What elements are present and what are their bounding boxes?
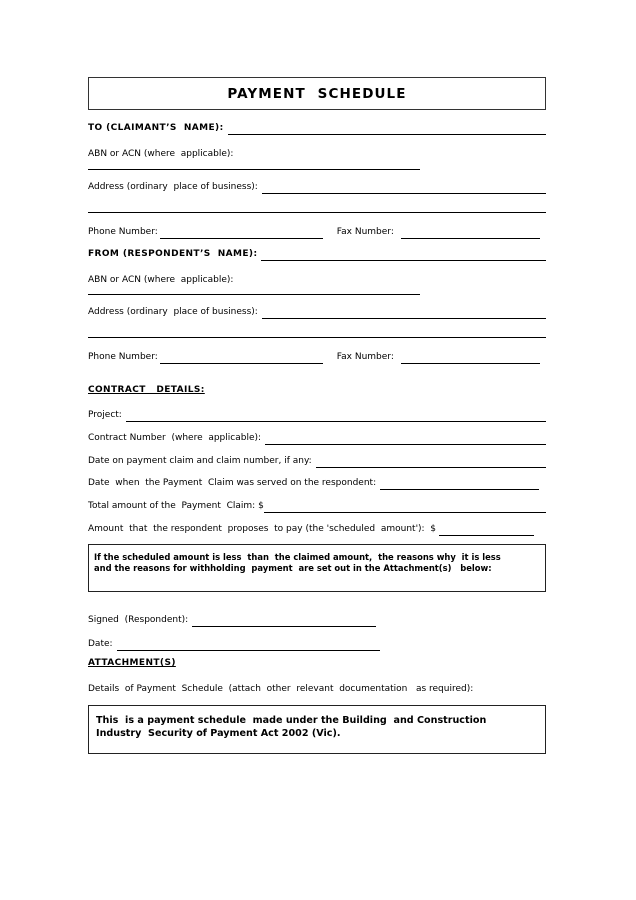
respondent-address-line [262, 306, 546, 319]
signed-line [192, 614, 376, 627]
contract-number-label: Contract Number (where applicable): [88, 433, 262, 443]
respondent-phone-fax-row [88, 351, 546, 364]
scheduled-amount-line [439, 523, 534, 536]
total-amount-line [264, 500, 546, 513]
served-date-line [380, 477, 539, 490]
claim-date-line [316, 455, 546, 468]
respondent-name-line [261, 248, 546, 261]
spacer [323, 226, 337, 239]
claim-date-row [88, 455, 546, 468]
served-date-row [88, 477, 546, 490]
claimant-address-label: Address (ordinary place of business): [88, 182, 258, 192]
claimant-address-line [262, 181, 546, 194]
reasons-notice-box [88, 544, 546, 592]
respondent-address-label: Address (ordinary place of business): [88, 307, 258, 317]
respondent-address-row [88, 306, 546, 319]
total-amount-row [88, 500, 546, 513]
page-title: PAYMENT SCHEDULE [227, 85, 407, 102]
project-label: Project: [88, 410, 122, 420]
signed-row [88, 614, 546, 627]
date-row [88, 638, 546, 651]
claimant-phone-fax-row [88, 226, 546, 239]
date-line [117, 638, 380, 651]
attachments-details-label: Details of Payment Schedule (attach other relevant documentation as required): [88, 684, 474, 694]
claimant-name-row [88, 122, 546, 135]
signed-label: Signed (Respondent): [88, 615, 189, 625]
act-statement-box [88, 705, 546, 754]
scheduled-amount-label: Amount that the respondent proposes to pay (the 'scheduled amount'): $ [88, 524, 437, 534]
project-row [88, 409, 546, 422]
claimant-fax-line [401, 226, 540, 239]
respondent-fax-line [401, 351, 540, 364]
reasons-notice-line2: and the reasons for withholding payment are set out in the Attachment(s) below: [94, 563, 492, 573]
contract-details-heading: CONTRACT DETAILS: [88, 385, 205, 395]
spacer [323, 351, 337, 364]
claimant-name-label: TO (CLAIMANT’S NAME): [88, 123, 224, 133]
claim-date-label: Date on payment claim and claim number, if any: [88, 456, 312, 466]
attachments-heading: ATTACHMENT(S) [88, 658, 176, 668]
respondent-abn-label: ABN or ACN (where applicable): [88, 275, 234, 285]
act-statement-line1: This is a payment schedule made under the Building and Construction [96, 715, 487, 726]
respondent-name-row [88, 248, 546, 261]
respondent-phone-label: Phone Number: [88, 352, 158, 362]
claimant-fax-label: Fax Number: [336, 227, 394, 237]
contract-number-line [265, 432, 546, 445]
claimant-name-line [228, 122, 546, 135]
contract-number-row [88, 432, 546, 445]
claimant-abn-line [88, 159, 420, 170]
title-box [88, 77, 546, 110]
claimant-address-row [88, 181, 546, 194]
served-date-label: Date when the Payment Claim was served on the respondent: [88, 478, 377, 488]
attachments-details-row [88, 683, 546, 696]
claimant-phone-line [160, 226, 323, 239]
claimant-address-line2 [88, 202, 546, 213]
act-statement-line2: Industry Security of Payment Act 2002 (Vic). [96, 728, 341, 739]
claimant-abn-label: ABN or ACN (where applicable): [88, 149, 234, 159]
respondent-fax-label: Fax Number: [336, 352, 394, 362]
claimant-phone-label: Phone Number: [88, 227, 158, 237]
respondent-address-line2 [88, 327, 546, 338]
reasons-notice-line1: If the scheduled amount is less than the claimed amount, the reasons why it is less [94, 552, 501, 562]
date-label: Date: [88, 639, 113, 649]
respondent-name-label: FROM (RESPONDENT’S NAME): [88, 249, 258, 259]
respondent-abn-line [88, 284, 420, 295]
respondent-phone-line [160, 351, 323, 364]
project-line [126, 409, 546, 422]
scheduled-amount-row [88, 523, 546, 536]
total-amount-label: Total amount of the Payment Claim: $ [88, 501, 264, 511]
